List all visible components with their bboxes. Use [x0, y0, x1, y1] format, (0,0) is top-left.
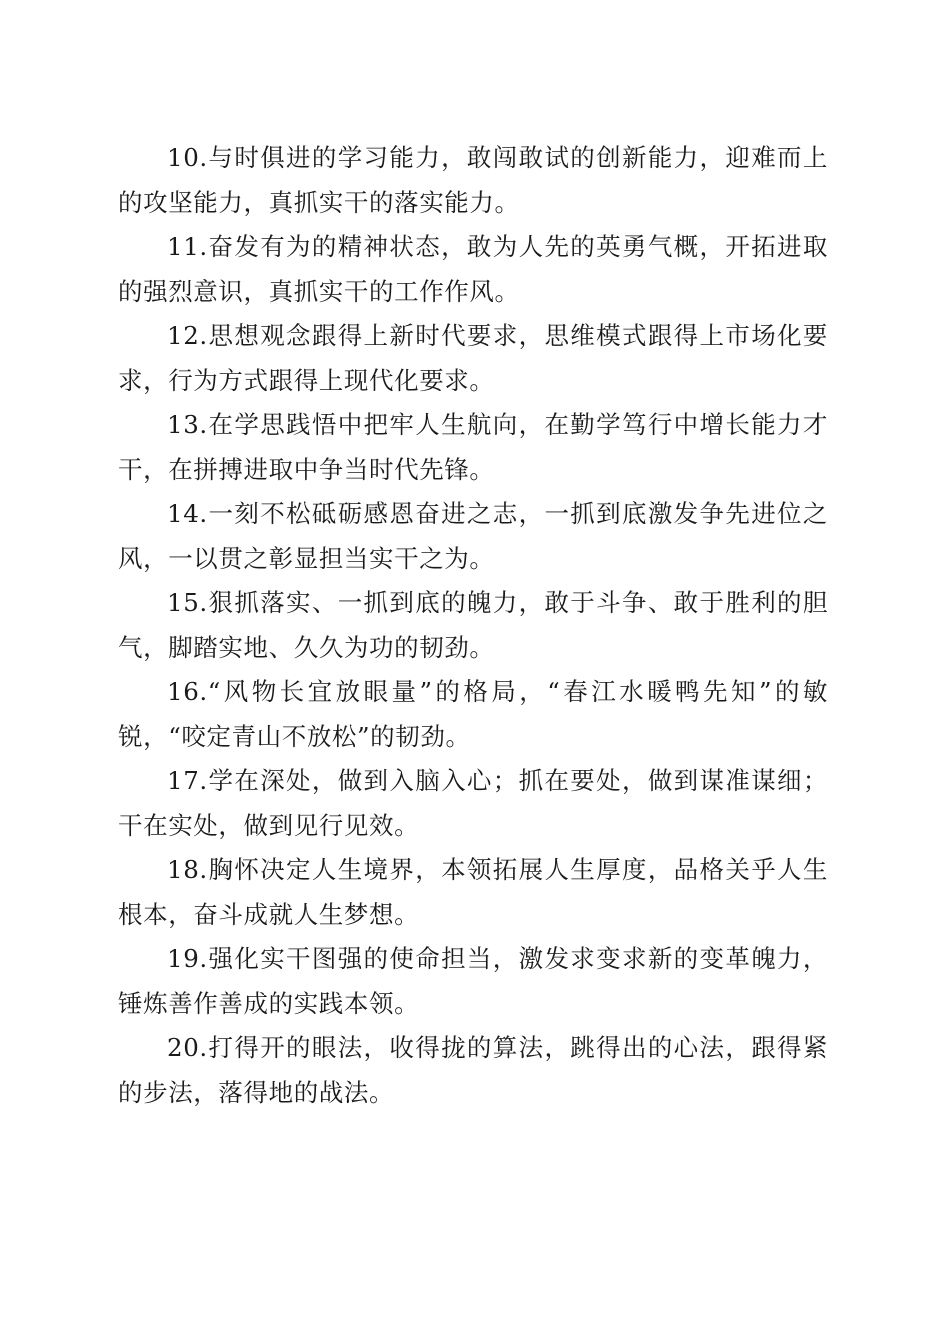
paragraph-12: 12.思想观念跟得上新时代要求，思维模式跟得上市场化要求，行为方式跟得上现代化要求。 — [118, 321, 828, 395]
paragraph-15: 15.狠抓落实、一抓到底的魄力，敢于斗争、敢于胜利的胆气，脚踏实地、久久为功的韧劲。 — [118, 588, 828, 662]
paragraph-14: 14.一刻不松砥砺感恩奋进之志，一抓到底激发争先进位之风，一以贯之彰显担当实干之为。 — [118, 499, 828, 573]
paragraph-11: 11.奋发有为的精神状态，敢为人先的英勇气概，开拓进取的强烈意识，真抓实干的工作作风。 — [118, 232, 828, 306]
document-body — [118, 136, 828, 1115]
paragraph-18: 18.胸怀决定人生境界，本领拓展人生厚度，品格关乎人生根本，奋斗成就人生梦想。 — [118, 855, 828, 929]
paragraph-13: 13.在学思践悟中把牢人生航向，在勤学笃行中增长能力才干，在拼搏进取中争当时代先锋。 — [118, 410, 828, 484]
paragraph-17: 17.学在深处，做到入脑入心；抓在要处，做到谋准谋细；干在实处，做到见行见效。 — [118, 766, 828, 840]
paragraph-10: 10.与时俱进的学习能力，敢闯敢试的创新能力，迎难而上的攻坚能力，真抓实干的落实能力。 — [118, 143, 828, 217]
paragraph-20: 20.打得开的眼法，收得拢的算法，跳得出的心法，跟得紧的步法，落得地的战法。 — [118, 1033, 828, 1107]
paragraph-19: 19.强化实干图强的使命担当，激发求变求新的变革魄力，锤炼善作善成的实践本领。 — [118, 944, 828, 1018]
paragraph-16: 16.“风物长宜放眼量”的格局，“春江水暖鸭先知”的敏锐，“咬定青山不放松”的韧劲。 — [118, 677, 828, 751]
